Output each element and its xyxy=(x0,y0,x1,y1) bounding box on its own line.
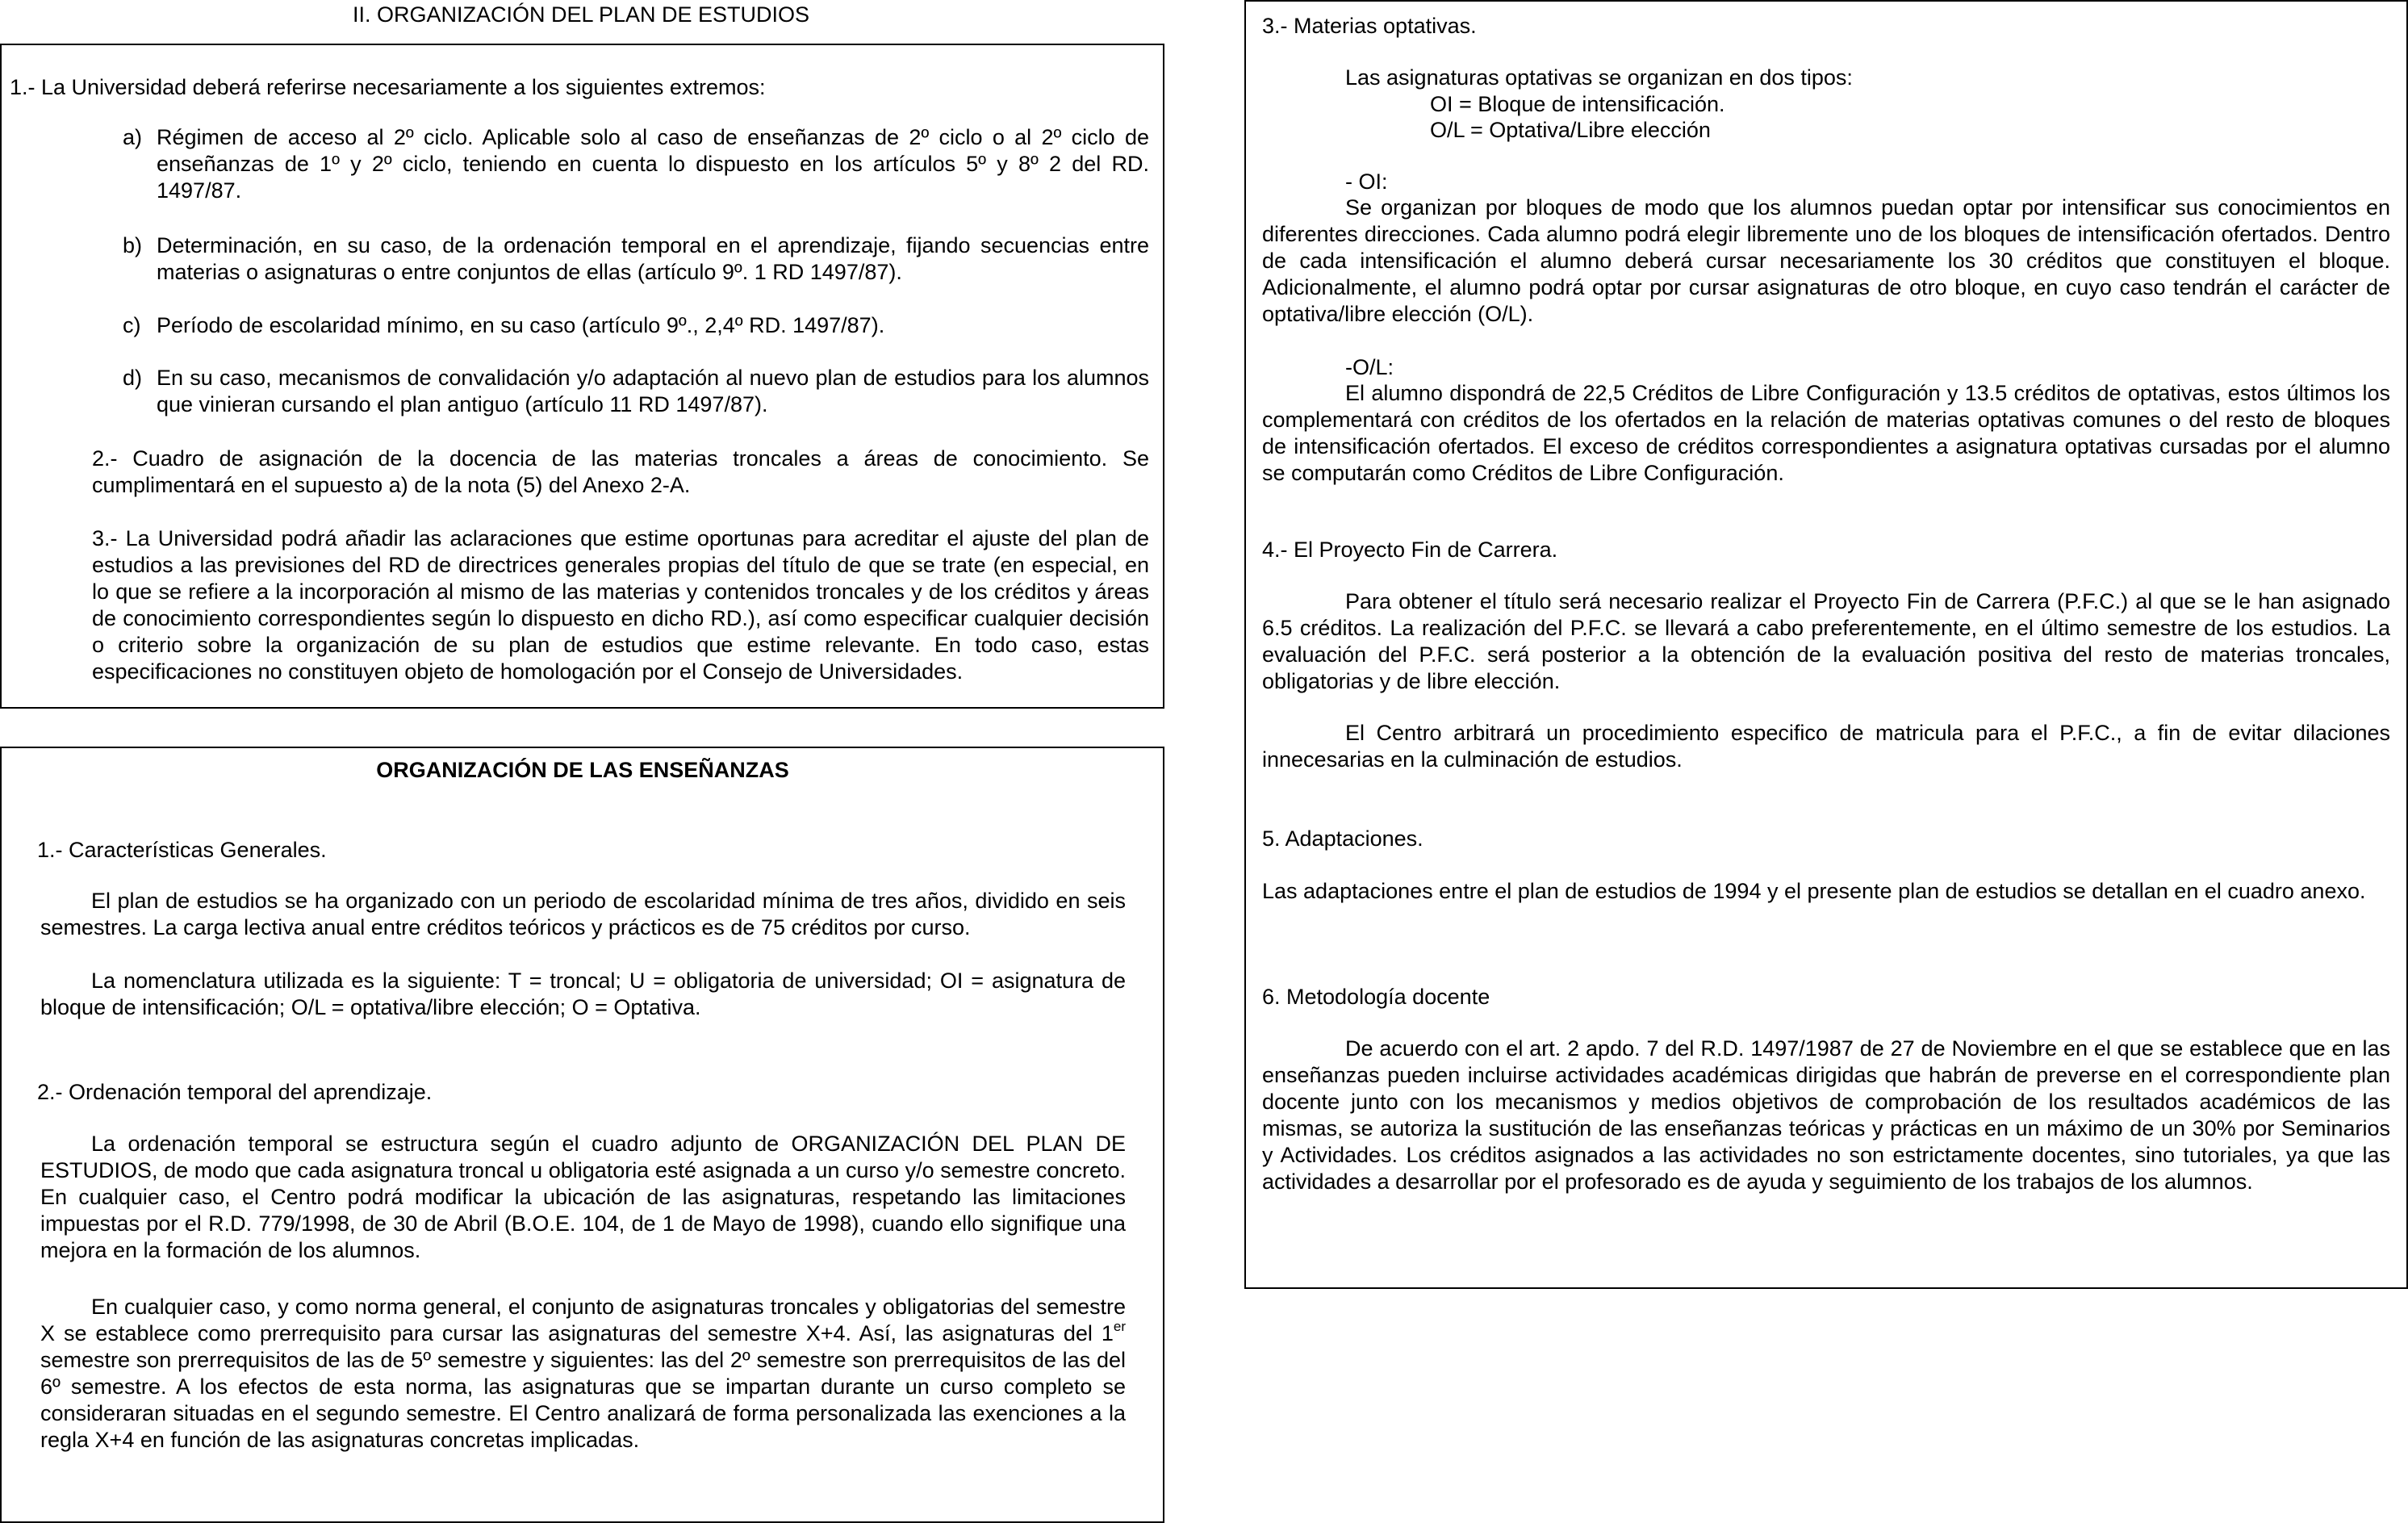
temporal-order-p2-a: En cualquier caso, y como norma general, el conjunto de asignaturas troncales y obligatorias del semestre X se establece como prerrequisito para cursar las asignaturas del semestre X+4. Así, las asignaturas del 1 xyxy=(40,1295,1126,1345)
temporal-order-p2 xyxy=(40,1294,1126,1454)
final-project-p2: El Centro arbitrará un procedimiento especifico de matricula para el P.F.C., a fin de evitar dilaciones innecesarias en la culminación de estudios. xyxy=(1262,721,2390,772)
requirements-box xyxy=(0,44,1164,709)
right-column-box xyxy=(1244,0,2408,1289)
optional-def-ol: O/L = Optativa/Libre elección xyxy=(1430,118,1711,142)
temporal-order-p2-b: semestre son prerrequisitos de las de 5º semestre y siguientes: las del 2º semestre son prerrequisitos de las del 6º semestre. A los efectos de esta norma, las asignaturas que se impartan durante un curso completo se consideraran situadas en el segundo semestre. El Centro analizará de forma personalizada las exenciones a la regla X+4 en función de las asignaturas concretas implicadas. xyxy=(40,1348,1126,1452)
item-a-label: a) xyxy=(123,125,143,149)
general-characteristics-p1: El plan de estudios se ha organizado con un periodo de escolaridad mínima de tres años, dividido en seis semestres. La carga lectiva anual entre créditos teóricos y prácticos es de 75 créditos por curso. xyxy=(40,889,1126,939)
final-project-p1: Para obtener el título será necesario realizar el Proyecto Fin de Carrera (P.F.C.) al que se le han asignado 6.5 créditos. La realización del P.F.C. se llevará a cabo preferentemente, en el último semestre de los estudios. La evaluación del P.F.C. será posterior a la obtención de la evaluación positiva del resto de materias troncales, obligatorias y de libre elección. xyxy=(1262,589,2390,693)
item-b-label: b) xyxy=(123,233,143,257)
adaptations-p1: Las adaptaciones entre el plan de estudios de 1994 y el presente plan de estudios se detallan en el cuadro anexo. xyxy=(1262,879,2366,903)
methodology-heading: 6. Metodología docente xyxy=(1262,985,1490,1009)
methodology-p1: De acuerdo con el art. 2 apdo. 7 del R.D. 1497/1987 de 27 de Noviembre en el que se establece que en las enseñanzas pueden incluirse actividades académicas dirigidas que habrán de preverse en el correspondiente plan docente junto con los mecanismos y medios objetivos de comprobación de los resultados académicos de las mismas, se autoriza la sustitución de las enseñanzas teóricas y prácticas en un máximo de un 30% por Seminarios y Actividades. Los créditos asignados a las actividades no son estrictamente docentes, sino tutoriales, ya que las actividades a desarrollar por el profesorado es de ayuda y seguimiento de los trabajos de los alumnos. xyxy=(1262,1036,2390,1194)
ordinal-superscript: er xyxy=(1113,1319,1126,1334)
item-d-text: En su caso, mecanismos de convalidación y/o adaptación al nuevo plan de estudios para los alumnos que vinieran cursando el plan antiguo (artículo 11 RD 1497/87). xyxy=(157,366,1149,416)
item-c-label: c) xyxy=(123,313,141,337)
general-characteristics-heading: 1.- Características Generales. xyxy=(37,838,327,862)
temporal-order-p1: La ordenación temporal se estructura según el cuadro adjunto de ORGANIZACIÓN DEL PLAN DE ESTUDIOS, de modo que cada asignatura troncal u obligatoria esté asignada a un curso y/o semestre concreto. En cualquier caso, el Centro podrá modificar la ubicación de las asignaturas, respetando las limitaciones impuestas por el R.D. 779/1998, de 30 de Abril (B.O.E. 104, de 1 de Mayo de 1998), cuando ello signifique una mejora en la formación de los alumnos. xyxy=(40,1132,1126,1262)
requirements-point-2: 2.- Cuadro de asignación de la docencia de las materias troncales a áreas de conocimiento. Se cumplimentará en el supuesto a) de la nota (5) del Anexo 2-A. xyxy=(92,446,1149,497)
ol-heading: -O/L: xyxy=(1345,355,1394,379)
optional-def-oi: OI = Bloque de intensificación. xyxy=(1430,92,1725,116)
item-a-text: Régimen de acceso al 2º ciclo. Aplicable solo al caso de enseñanzas de 2º ciclo o al 2º ciclo de enseñanzas de 1º y 2º ciclo, teniendo en cuenta lo dispuesto en los artículos 5º y 8º 2 del RD. 1497/87. xyxy=(157,125,1149,203)
final-project-heading: 4.- El Proyecto Fin de Carrera. xyxy=(1262,538,1558,562)
general-characteristics-p2: La nomenclatura utilizada es la siguiente: T = troncal; U = obligatoria de universidad; OI = asignatura de bloque de intensificación; O/L = optativa/libre elección; O = Optativa. xyxy=(40,969,1126,1019)
requirements-point-3: 3.- La Universidad podrá añadir las aclaraciones que estime oportunas para acreditar el ajuste del plan de estudios a las previsiones del RD de directrices generales propias del título de que se trate (en especial, en lo que se refiere a la incorporación al mismo de las materias y contenidos troncales y de los créditos y áreas de conocimiento correspondientes según lo dispuesto en dicho RD.), así como especificar cualquier decisión o criterio sobre la organización de su plan de estudios que estime relevante. En todo caso, estas especificaciones no constituyen objeto de homologación por el Consejo de Universidades. xyxy=(92,526,1149,684)
item-c-text: Período de escolaridad mínimo, en su caso (artículo 9º., 2,4º RD. 1497/87). xyxy=(157,313,885,337)
optional-subjects-intro: Las asignaturas optativas se organizan en dos tipos: xyxy=(1345,65,1853,90)
optional-subjects-heading: 3.- Materias optativas. xyxy=(1262,14,1477,38)
adaptations-heading: 5. Adaptaciones. xyxy=(1262,826,1423,851)
item-d-label: d) xyxy=(123,366,143,390)
section-title: II. ORGANIZACIÓN DEL PLAN DE ESTUDIOS xyxy=(352,2,810,27)
teaching-organization-title: ORGANIZACIÓN DE LAS ENSEÑANZAS xyxy=(376,758,789,782)
teaching-organization-box xyxy=(0,747,1164,1523)
ol-text: El alumno dispondrá de 22,5 Créditos de Libre Configuración y 13.5 créditos de optativas, estos últimos los complementará con créditos de los ofertados en la relación de materias optativas comunes o del resto de bloques de intensificación ofertados. El exceso de créditos correspondientes a asignatura optativas cursadas por el alumno se computarán como Créditos de Libre Configuración. xyxy=(1262,381,2390,485)
oi-heading: - OI: xyxy=(1345,169,1388,194)
requirements-intro: 1.- La Universidad deberá referirse necesariamente a los siguientes extremos: xyxy=(10,75,766,99)
oi-text: Se organizan por bloques de modo que los alumnos puedan optar por intensificar sus conocimientos en diferentes direcciones. Cada alumno podrá elegir libremente uno de los bloques de intensificación ofertados. Dentro de cada intensificación el alumno deberá cursar necesariamente los 30 créditos que constituyen el bloque. Adicionalmente, el alumno podrá optar por cursar asignaturas de otro bloque, en cuyo caso tendrán el carácter de optativa/libre elección (O/L). xyxy=(1262,195,2390,326)
item-b-text: Determinación, en su caso, de la ordenación temporal en el aprendizaje, fijando secuencias entre materias o asignaturas o entre conjuntos de ellas (artículo 9º. 1 RD 1497/87). xyxy=(157,233,1149,284)
temporal-order-heading: 2.- Ordenación temporal del aprendizaje. xyxy=(37,1080,433,1104)
